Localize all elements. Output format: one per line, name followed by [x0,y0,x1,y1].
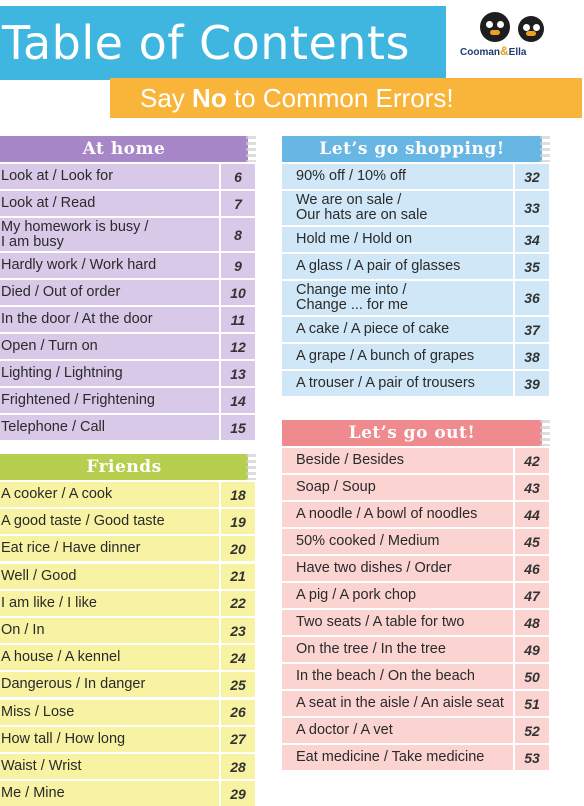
toc-entry-label [0,164,219,189]
toc-entry-line: Our hats are on sale [296,207,428,223]
squiggle-decoration [246,136,256,162]
page-subtitle [140,83,454,114]
toc-entry-label [282,448,513,473]
section-title: At home [0,136,248,162]
toc-entry-label [282,637,513,662]
toc-entry-line: A trouser / A pair of trousers [296,375,475,391]
toc-row [0,781,255,806]
toc-entry-label [282,718,513,743]
toc-entry-line: Change me into / [296,282,407,298]
toc-entry-line: A doctor / A vet [296,722,393,738]
toc-entry-label [282,664,513,689]
toc-row [282,637,549,662]
toc-page-number: 26 [221,700,255,725]
toc-entry-label [0,280,219,305]
toc-row [282,610,549,635]
toc-entry-label [0,307,219,332]
toc-page-number: 35 [515,254,549,279]
section-title: Let’s go out! [282,420,542,446]
toc-page-number: 49 [515,637,549,662]
toc-page-number: 29 [221,781,255,806]
toc-entry-line: Look at / Look for [1,168,114,184]
toc-entry-label [282,745,513,770]
toc-entry-line: Lighting / Lightning [1,365,123,381]
toc-entry-line: A pig / A pork chop [296,587,417,603]
penguin-icon [518,16,544,42]
brand-logo [460,8,562,58]
toc-row [282,227,549,252]
toc-entry-line: Soap / Soup [296,479,376,495]
toc-entry-label [0,591,219,616]
toc-row [0,591,255,616]
toc-entry-line: Open / Turn on [1,338,98,354]
toc-entry-line: Frightened / Frightening [1,392,155,408]
toc-row [0,415,255,440]
toc-entry-label [0,781,219,806]
toc-entry-label [282,164,513,189]
subtitle-band [110,78,582,118]
toc-entry-label [0,509,219,534]
section-title: Let’s go shopping! [282,136,542,162]
toc-page-number: 15 [221,415,255,440]
toc-entry-label [282,691,513,716]
toc-page-number: 36 [515,281,549,315]
toc-entry-label [0,218,219,251]
toc-row [0,618,255,643]
toc-page-number: 33 [515,191,549,225]
toc-page-number: 53 [515,745,549,770]
penguin-icon [480,12,510,42]
toc-entry-label [282,583,513,608]
toc-page-number: 50 [515,664,549,689]
toc-entry-label [282,610,513,635]
toc-entry-line: Change ... for me [296,297,409,313]
subtitle-pre: Say [140,83,185,113]
toc-row [0,218,255,251]
toc-entry-line: Eat rice / Have dinner [1,540,141,557]
section-title: Friends [0,454,248,480]
toc-row [0,754,255,779]
toc-row [282,475,549,500]
toc-page-number: 22 [221,591,255,616]
toc-page-number: 47 [515,583,549,608]
toc-entry-line: How tall / How long [1,730,126,747]
toc-entry-line: A grape / A bunch of grapes [296,348,475,364]
toc-entry-line: Two seats / A table for two [296,614,465,630]
toc-page-number: 24 [221,645,255,670]
toc-entry-line: A seat in the aisle / An aisle seat [296,695,504,711]
toc-entry-line: Hold me / Hold on [296,231,413,247]
toc-page-number: 51 [515,691,549,716]
toc-page-number: 48 [515,610,549,635]
toc-entry-line: A noodle / A bowl of noodles [296,506,478,522]
subtitle-bold: No [192,83,227,113]
toc-page-number: 13 [221,361,255,386]
toc-row [282,448,549,473]
toc-row [0,564,255,589]
toc-row [282,664,549,689]
toc-page-number: 28 [221,754,255,779]
toc-page-number: 34 [515,227,549,252]
toc-page-number: 21 [221,564,255,589]
toc-entry-label [282,317,513,342]
toc-page-number: 20 [221,536,255,561]
toc-entry-label [0,754,219,779]
toc-page-number: 7 [221,191,255,216]
toc-row [282,583,549,608]
toc-row [0,509,255,534]
toc-entry-line: Dangerous / In danger [1,676,146,693]
toc-page-number: 44 [515,502,549,527]
toc-entry-label [0,564,219,589]
toc-page-number: 27 [221,727,255,752]
toc-page-number: 12 [221,334,255,359]
toc-row [0,536,255,561]
toc-entry-line: A cooker / A cook [1,486,113,502]
toc-entry-line: A glass / A pair of glasses [296,258,461,274]
brand-name [460,44,526,58]
toc-entry-label [0,645,219,670]
toc-row [0,280,255,305]
toc-row [282,718,549,743]
toc-entry-label [0,191,219,216]
toc-row [282,556,549,581]
toc-row [0,191,255,216]
toc-entry-label [0,482,219,507]
section-going-out [282,420,550,772]
toc-row [282,344,549,369]
toc-row [282,254,549,279]
toc-page-number: 52 [515,718,549,743]
toc-row [0,727,255,752]
toc-row [0,334,255,359]
toc-row [282,281,549,315]
toc-page-number: 18 [221,482,255,507]
toc-entry-line: In the door / At the door [1,311,153,327]
toc-row [0,482,255,507]
toc-page-number: 43 [515,475,549,500]
squiggle-decoration [246,454,256,480]
toc-page-number: 8 [221,218,255,251]
toc-row [0,388,255,413]
section-at-home [0,136,256,438]
toc-entry-label [282,502,513,527]
toc-entry-line: We are on sale / [296,192,402,208]
toc-row [0,672,255,697]
toc-entry-label [0,334,219,359]
toc-row [0,361,255,386]
toc-entry-line: Hardly work / Work hard [1,257,157,273]
section-shopping [282,136,550,402]
squiggle-decoration [540,420,550,446]
toc-entry-label [282,281,513,315]
toc-entry-line: 50% cooked / Medium [296,533,440,549]
toc-page-number: 6 [221,164,255,189]
title-band [0,6,446,80]
toc-page-number: 14 [221,388,255,413]
toc-entry-label [0,388,219,413]
toc-entry-line: Miss / Lose [1,703,75,720]
section-friends [0,454,256,801]
toc-entry-line: A cake / A piece of cake [296,321,450,337]
toc-entry-line: Telephone / Call [1,419,105,435]
squiggle-decoration [540,136,550,162]
toc-entry-line: On the tree / In the tree [296,641,446,657]
toc-entry-label [282,529,513,554]
toc-entry-label [0,672,219,697]
toc-row [282,191,549,225]
toc-entry-label [282,556,513,581]
toc-row [282,529,549,554]
toc-row [0,307,255,332]
toc-page-number: 11 [221,307,255,332]
toc-row [282,317,549,342]
toc-entry-line: Beside / Besides [296,452,405,468]
brand-name-left: Cooman [460,47,500,58]
toc-entry-line: On / In [1,622,45,638]
brand-name-right: Ella [508,47,527,58]
toc-entry-label [282,475,513,500]
toc-entry-label [282,254,513,279]
toc-page-number: 38 [515,344,549,369]
toc-entry-label [0,618,219,643]
toc-entry-label [282,227,513,252]
toc-page-number: 9 [221,253,255,278]
toc-entry-line: 90% off / 10% off [296,168,406,184]
toc-row [282,164,549,189]
toc-entry-line: I am busy [1,233,64,250]
toc-page-number: 10 [221,280,255,305]
toc-entry-line: Eat medicine / Take medicine [296,749,485,765]
toc-entry-label [282,371,513,396]
toc-row [0,645,255,670]
toc-page-number: 45 [515,529,549,554]
toc-entry-line: Well / Good [1,567,77,584]
toc-row [282,691,549,716]
toc-row [0,164,255,189]
toc-page-number: 39 [515,371,549,396]
toc-entry-label [0,727,219,752]
page-title: Table of Contents [2,16,410,70]
toc-row [282,745,549,770]
toc-entry-line: Have two dishes / Order [296,560,452,576]
toc-page-number: 25 [221,672,255,697]
toc-entry-label [0,700,219,725]
toc-entry-line: My homework is busy / [1,218,149,235]
toc-page-number: 19 [221,509,255,534]
toc-entry-line: Me / Mine [1,785,65,802]
toc-entry-label [282,191,513,225]
toc-entry-line: Waist / Wrist [1,758,82,774]
toc-entry-label [282,344,513,369]
toc-entry-label [0,253,219,278]
toc-page-number: 42 [515,448,549,473]
toc-entry-label [0,415,219,440]
toc-page-number: 23 [221,618,255,643]
toc-page-number: 37 [515,317,549,342]
toc-row [282,502,549,527]
toc-row [0,253,255,278]
toc-entry-line: A house / A kennel [1,649,121,666]
toc-row [282,371,549,396]
toc-page-number: 32 [515,164,549,189]
toc-entry-line: A good taste / Good taste [1,513,165,530]
toc-entry-label [0,361,219,386]
toc-entry-line: Look at / Read [1,195,96,211]
subtitle-post: to Common Errors! [233,83,454,113]
toc-entry-line: I am like / I like [1,594,97,611]
toc-page-number: 46 [515,556,549,581]
toc-row [0,700,255,725]
brand-amp: & [500,44,509,58]
toc-entry-line: In the beach / On the beach [296,668,475,684]
toc-entry-line: Died / Out of order [1,284,121,300]
toc-entry-label [0,536,219,561]
